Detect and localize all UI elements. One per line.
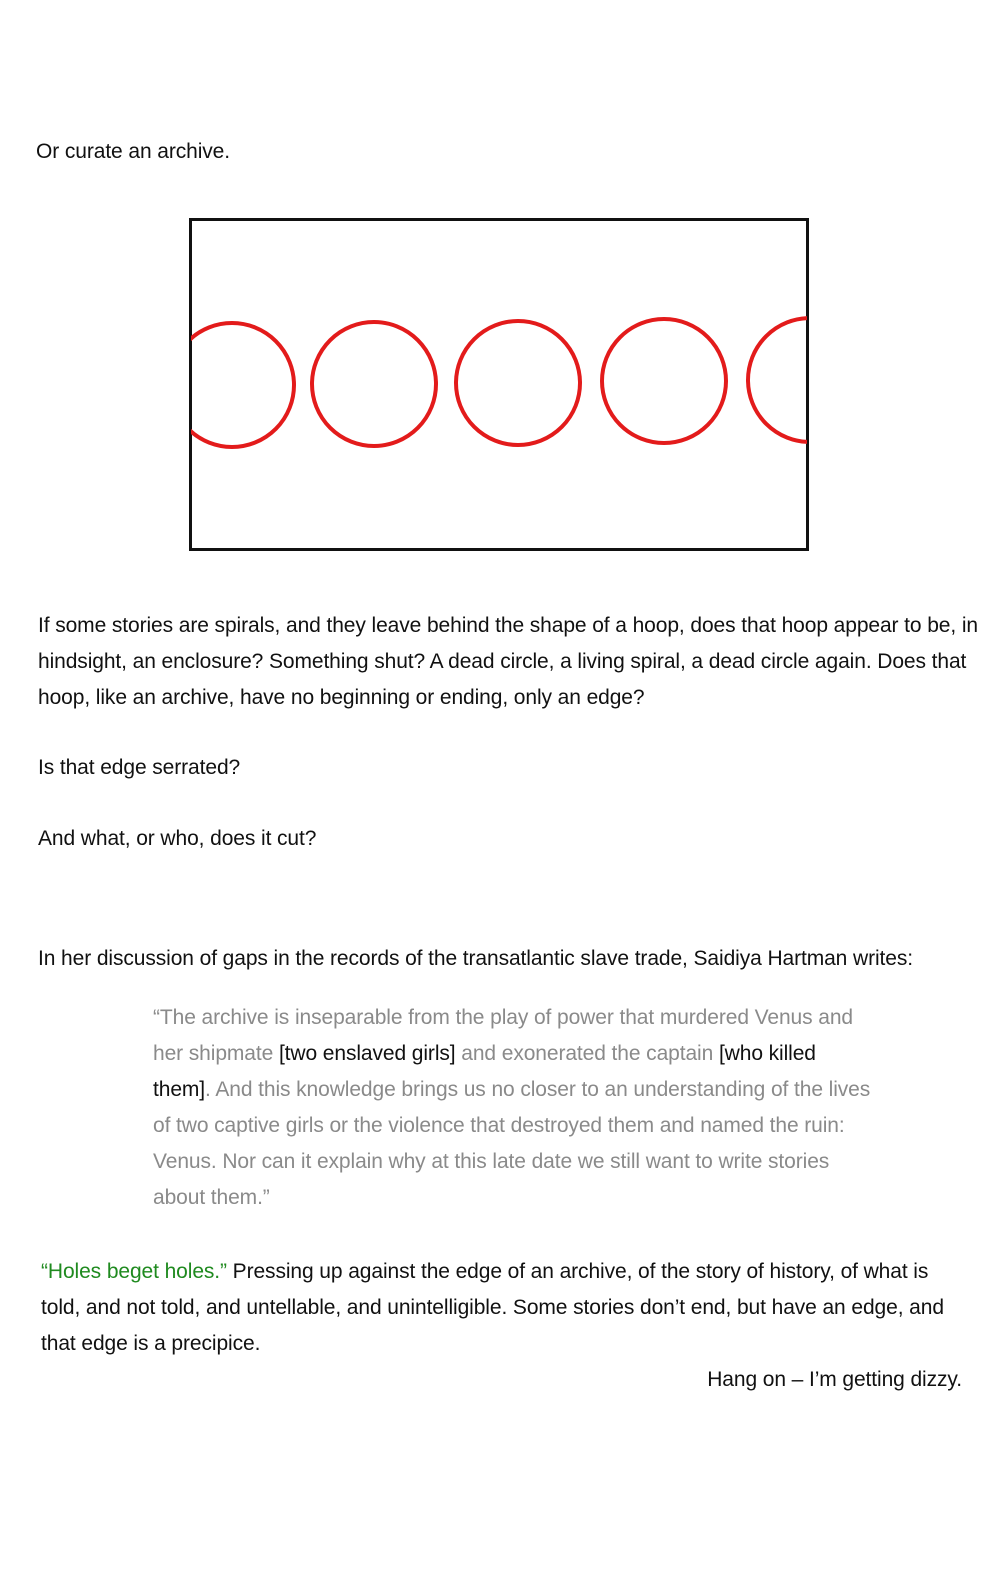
holes-quote-highlight: “Holes beget holes.” [41,1260,227,1283]
quote-insert-1: [two enslaved girls] [278,1042,456,1065]
hoop-circle-4 [602,319,726,443]
hoop-circle-3 [456,321,580,445]
holes-paragraph-text: Pressing up against the edge of an archive, of the story of history, of what is told, and not told, and untellable, and unintelligible. Some stories don’t end, but have an edge, and that edge is a precipice. [41,1260,944,1355]
closing-line: Hang on – I’m getting dizzy. [707,1368,962,1391]
intro-text: Or curate an archive. [36,140,230,163]
quote-text-1: “The archive is inseparable from the play of power that murdered Venus and her shipmate [153,1006,853,1065]
hoop-circle-1 [189,323,294,447]
holes-paragraph [41,1254,971,1362]
quote-insert-2: [who killed them] [153,1042,816,1101]
quote-text-3: . And this knowledge brings us no closer to an understanding of the lives of two captive girls or the violence that destroyed them and named the ruin: Venus. Nor can it explain why at this late date we still want to write stories about them.” [153,1078,871,1209]
question-cut: And what, or who, does it cut? [38,827,317,850]
archive-hoops-figure [189,218,809,551]
question-serrated: Is that edge serrated? [38,756,241,779]
hartman-blockquote [153,1000,873,1216]
hartman-intro-paragraph: In her discussion of gaps in the records of the transatlantic slave trade, Saidiya Hartman writes: [38,947,913,970]
hoop-circle-2 [312,322,436,446]
hoop-circle-5 [748,318,809,442]
spiral-paragraph: If some stories are spirals, and they leave behind the shape of a hoop, does that hoop appear to be, in hindsight, an enclosure? Something shut? A dead circle, a living spiral, a dead circle again. Does that hoop, like an archive, have no beginning or ending, only an edge? [38,614,979,709]
quote-text-2: and exonerated the captain [455,1042,719,1065]
frame-rect [191,220,808,550]
